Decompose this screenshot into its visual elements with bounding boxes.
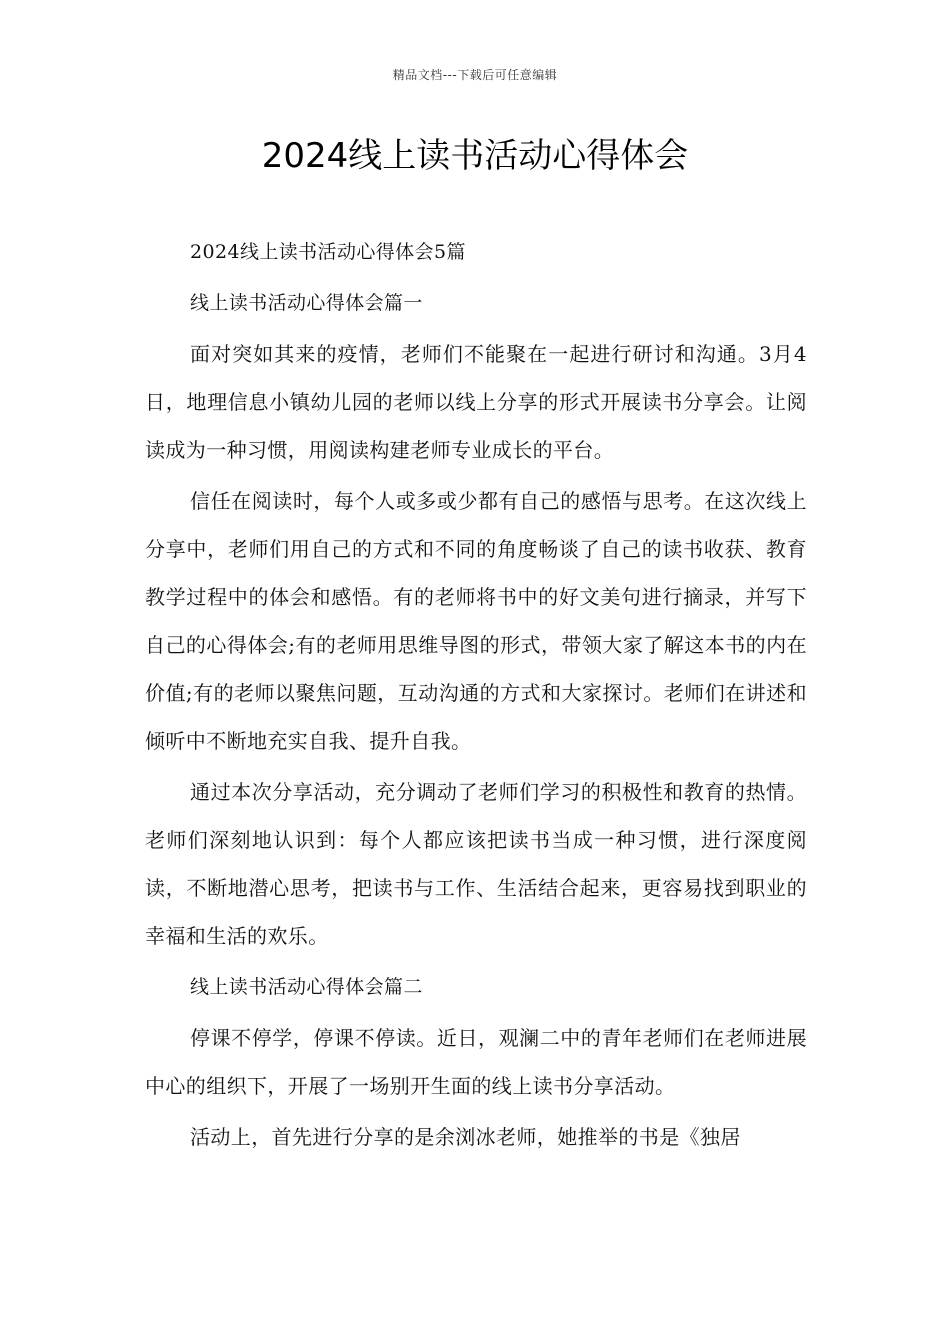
page-header-note: 精品文档---下载后可任意编辑	[392, 68, 558, 82]
subtitle-line: 2024线上读书活动心得体会5篇	[190, 241, 466, 263]
section-heading-one: 线上读书活动心得体会篇一	[190, 292, 423, 314]
body-paragraph: 面对突如其来的疫情，老师们不能聚在一起进行研讨和沟通。3月4日，地理信息小镇幼儿园的老师以线上分享的形式开展读书分享会。让阅读成为一种习惯，用阅读构建老师专业成长的平台。	[145, 342, 807, 462]
body-paragraph: 活动上，首先进行分享的是余浏冰老师，她推举的书是《独居	[190, 1125, 741, 1149]
document-body	[145, 228, 807, 1164]
body-paragraph: 通过本次分享活动，充分调动了老师们学习的积极性和教育的热情。老师们深刻地认识到：每个人都应该把读书当成一种习惯，进行深度阅读，不断地潜心思考，把读书与工作、生活结合起来，更容易找到职业的幸福和生活的欢乐。	[145, 780, 807, 948]
body-paragraph: 停课不停学，停课不停读。近日，观澜二中的青年老师们在老师进展中心的组织下，开展了一场别开生面的线上读书分享活动。	[145, 1026, 807, 1098]
document-title: 2024线上读书活动心得体会	[261, 136, 689, 176]
body-paragraph: 信任在阅读时，每个人或多或少都有自己的感悟与思考。在这次线上分享中，老师们用自己的方式和不同的角度畅谈了自己的读书收获、教育教学过程中的体会和感悟。有的老师将书中的好文美句进行摘录，并写下自己的心得体会;有的老师用思维导图的形式，带领大家了解这本书的内在价值;有的老师以聚焦问题，互动沟通的方式和大家探讨。老师们在讲述和倾听中不断地充实自我、提升自我。	[145, 489, 807, 753]
section-heading-two: 线上读书活动心得体会篇二	[190, 976, 423, 998]
